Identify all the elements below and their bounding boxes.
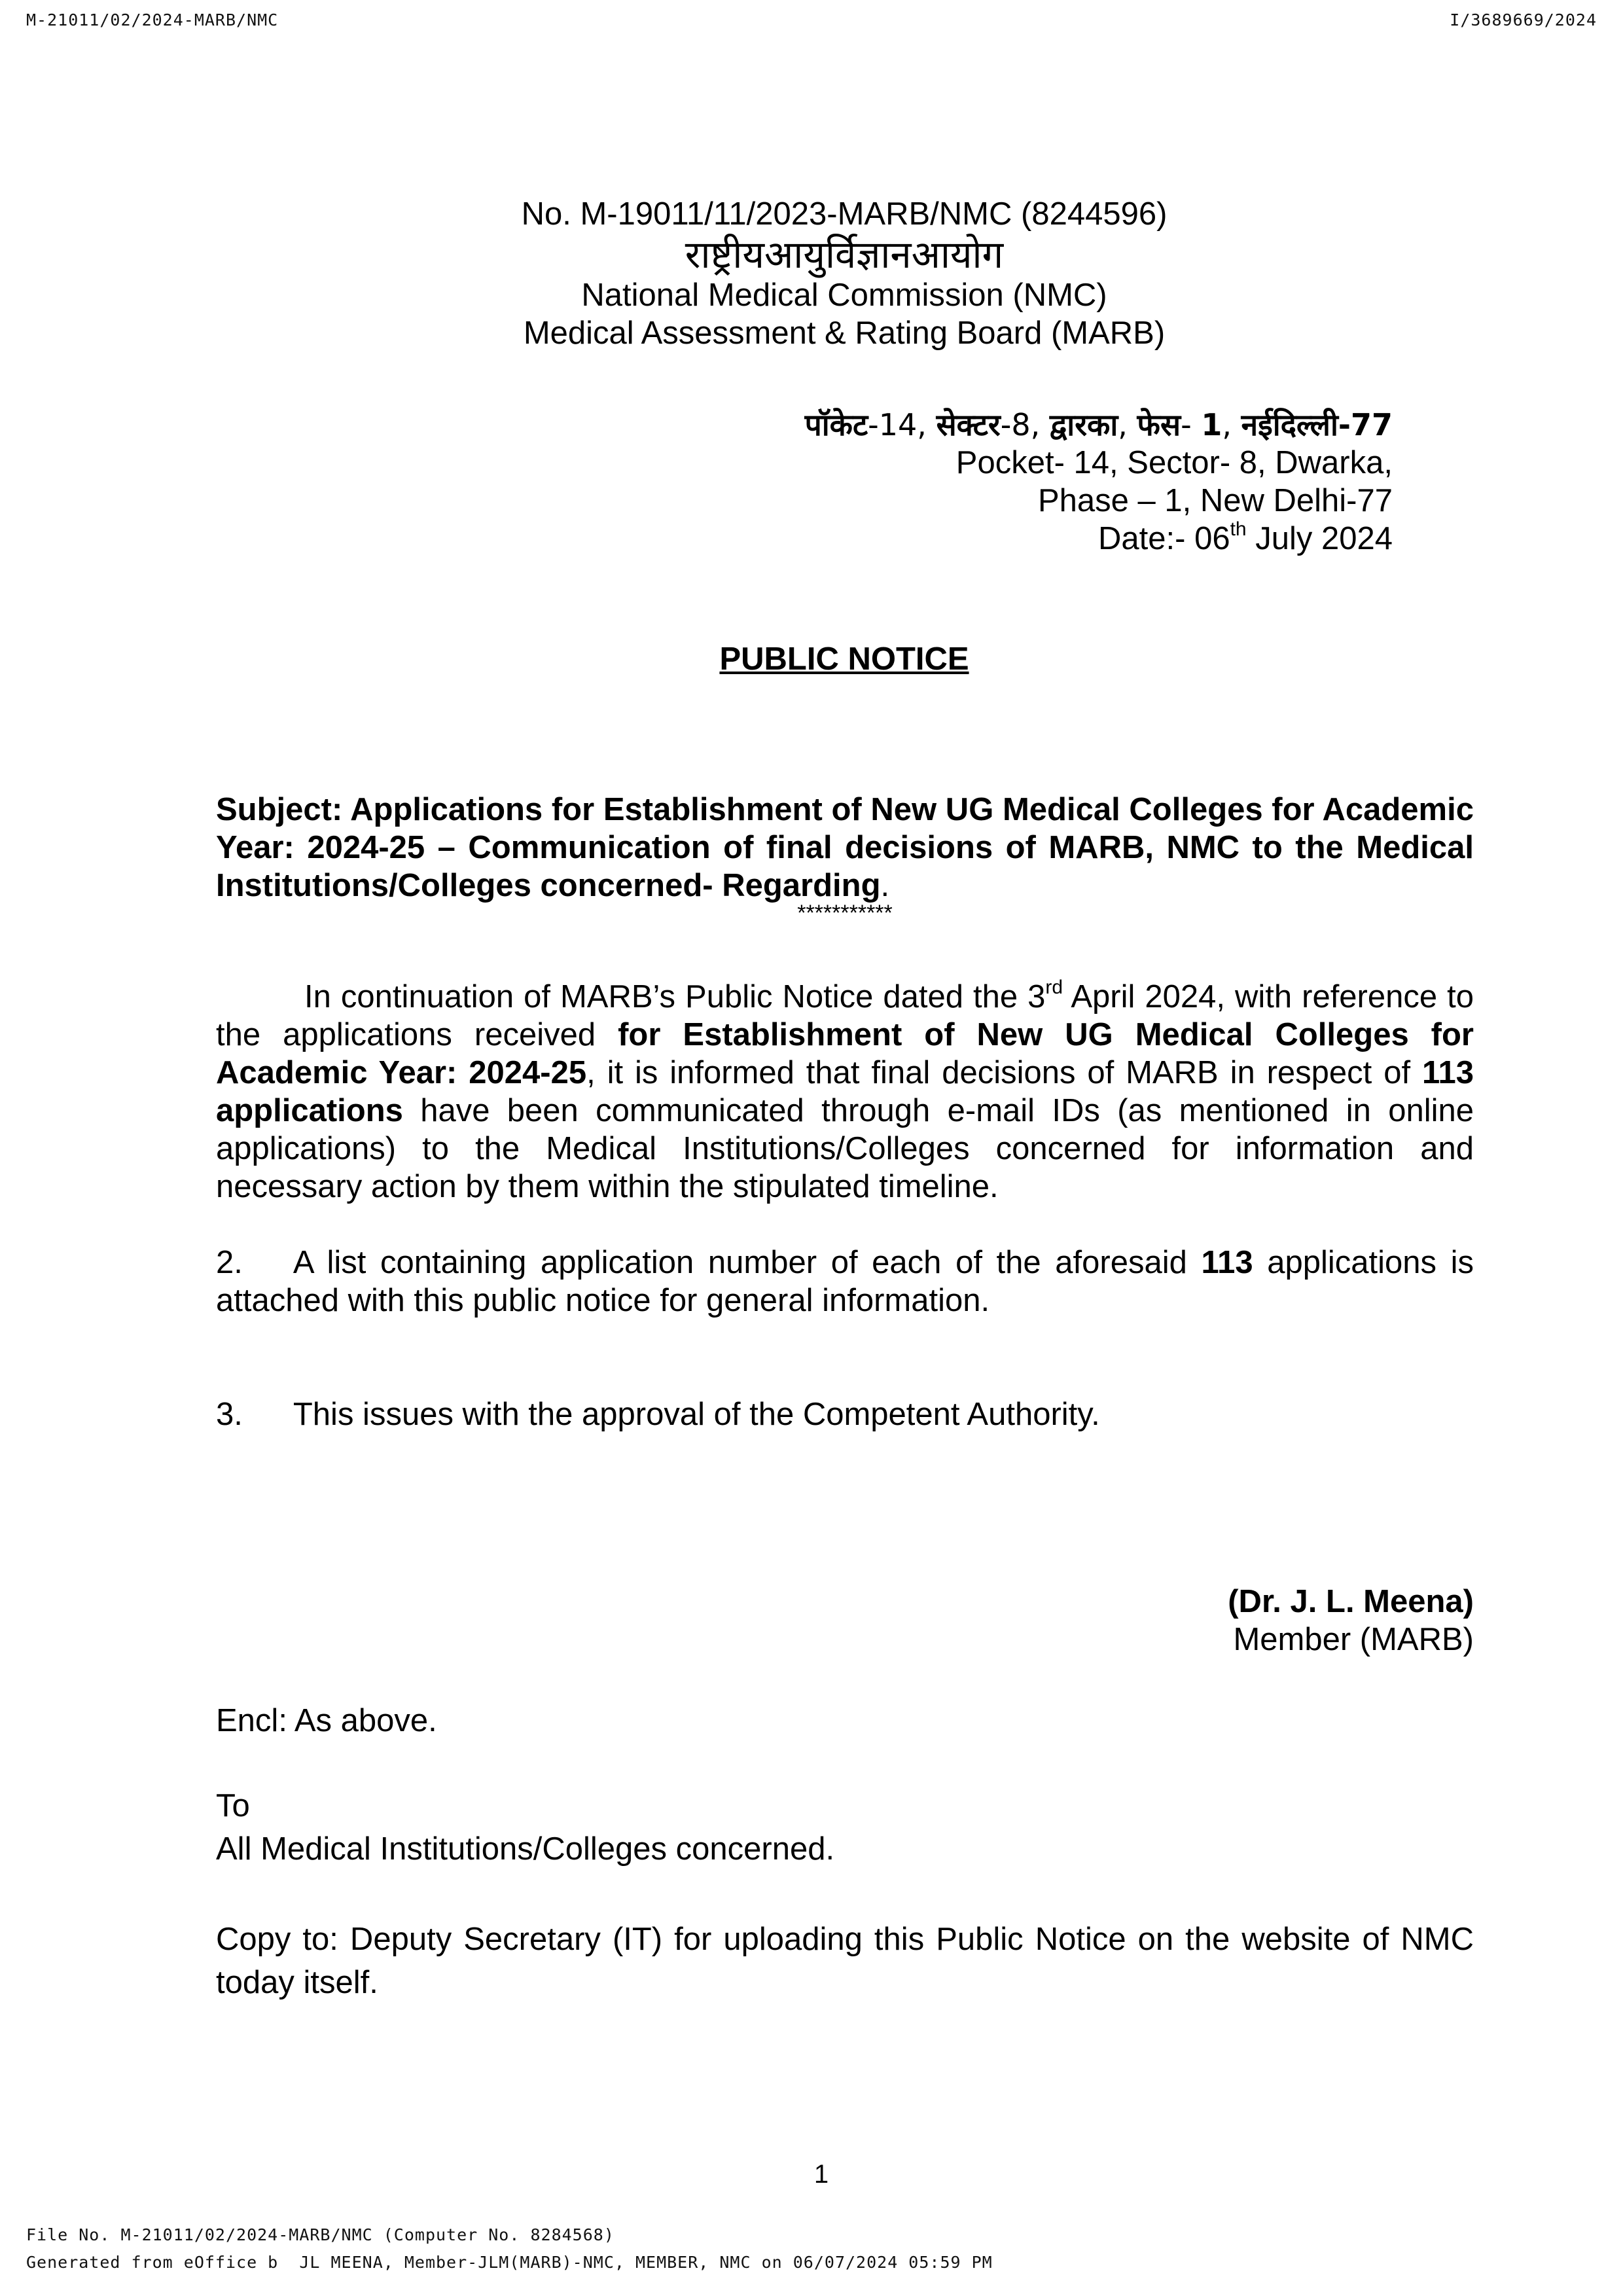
subject-end: . <box>880 868 890 903</box>
address-hindi <box>542 406 1393 444</box>
to-block <box>216 1787 1474 1868</box>
subject-block <box>216 791 1474 924</box>
para1-bold: for Establishment of New UG Medical Colleges for Academic Year: 2024-25 <box>216 1017 1474 1090</box>
para2-number: 2. <box>216 1245 243 1280</box>
para1-part: April 2024, with reference to the applications received <box>216 979 1474 1052</box>
signatory-name: (Dr. J. L. Meena) <box>1228 1584 1474 1619</box>
enclosure: Encl: As above. <box>216 1703 437 1738</box>
organization-name: National Medical Commission (NMC) <box>581 278 1107 313</box>
to-recipient: All Medical Institutions/Colleges concerned. <box>216 1831 835 1867</box>
para2-part: applications is attached with this public notice for general information. <box>216 1245 1474 1318</box>
paragraph-2-text <box>216 1244 1474 1319</box>
para3-number: 3. <box>216 1397 243 1432</box>
paragraph-1-text <box>216 978 1474 1206</box>
copy-to-block <box>216 1918 1474 2004</box>
signatory-block <box>950 1583 1474 1659</box>
address-hindi-word: फेस <box>1137 407 1181 442</box>
letter-number: No. M-19011/11/2023-MARB/NMC (8244596) <box>521 196 1168 232</box>
organization-name-hindi: राष्ट्रीयआयुर्विज्ञानआयोग <box>685 232 1004 277</box>
footer-generated-info: Generated from eOffice b JL MEENA, Member-JLM(MARB)-NMC, MEMBER, NMC on 06/07/2024 05:59 PM <box>26 2253 993 2272</box>
subject-text: Subject: Applications for Establishment of New UG Medical Colleges for Academic Year: 2024-25 – Communication of final decisions of MARB, NMC to the Medical Institutions/Colleges concerned- Regarding <box>216 792 1474 903</box>
notice-title: PUBLIC NOTICE <box>719 641 969 677</box>
letterhead <box>445 195 1243 352</box>
address-hindi-word: नईदिल्ली-77 <box>1241 407 1393 442</box>
page-number: 1 <box>813 2160 829 2189</box>
address-hindi-sep: -14, <box>868 407 936 442</box>
para1-bold: 113 applications <box>216 1055 1474 1128</box>
date-superscript: th <box>1230 518 1247 540</box>
para3-part: This issues with the approval of the Competent Authority. <box>293 1397 1100 1432</box>
signatory-designation: Member (MARB) <box>1233 1622 1474 1657</box>
address-hindi-sep: -8, <box>1000 407 1050 442</box>
to-label: To <box>216 1788 250 1823</box>
para1-part: , it is informed that final decisions of MARB in respect of <box>586 1055 1422 1090</box>
date-prefix: Date:- 06 <box>1098 521 1230 556</box>
address-hindi-sep: , <box>1222 407 1241 442</box>
address-hindi-word: द्वारका <box>1049 407 1118 442</box>
copy-to: Copy to: Deputy Secretary (IT) for uploading this Public Notice on the website of NMC today itself. <box>216 1922 1474 2000</box>
address-line-1: Pocket- 14, Sector- 8, Dwarka, <box>955 445 1393 480</box>
paragraph-3-text <box>216 1395 1474 1433</box>
para1-part: In continuation of MARB’s Public Notice dated the 3 <box>304 979 1046 1014</box>
address-hindi-sep: - <box>1181 407 1202 442</box>
date-suffix: July 2024 <box>1246 521 1393 556</box>
paragraph-1 <box>216 978 1474 1206</box>
date-line <box>542 520 1393 558</box>
subject <box>216 791 1474 905</box>
address-hindi-sep: , <box>1118 407 1137 442</box>
para2-bold: 113 <box>1201 1245 1253 1280</box>
address-block <box>542 406 1393 558</box>
paragraph-3 <box>216 1395 1474 1433</box>
file-reference-left: M-21011/02/2024-MARB/NMC <box>26 10 279 29</box>
address-hindi-word: सेक्टर <box>936 407 1001 442</box>
notice-title-wrap <box>0 640 1623 678</box>
paragraph-2 <box>216 1244 1474 1319</box>
separator-stars: *********** <box>797 901 893 925</box>
board-name: Medical Assessment & Rating Board (MARB) <box>523 315 1166 351</box>
para1-part: have been communicated through e-mail IDs (as mentioned in online applications) to the Medical Institutions/Colleges concerned for information and necessary action by them within the stipulated timeline. <box>216 1093 1474 1204</box>
para1-superscript: rd <box>1045 976 1063 998</box>
address-hindi-word: 1 <box>1201 407 1222 442</box>
file-reference-right: I/3689669/2024 <box>1450 10 1597 29</box>
para2-part: A list containing application number of each of the aforesaid <box>293 1245 1202 1280</box>
footer-file-number: File No. M-21011/02/2024-MARB/NMC (Computer No. 8284568) <box>26 2225 615 2244</box>
address-line-2: Phase – 1, New Delhi-77 <box>1037 483 1393 518</box>
address-hindi-word: पॉकेट <box>804 407 868 442</box>
